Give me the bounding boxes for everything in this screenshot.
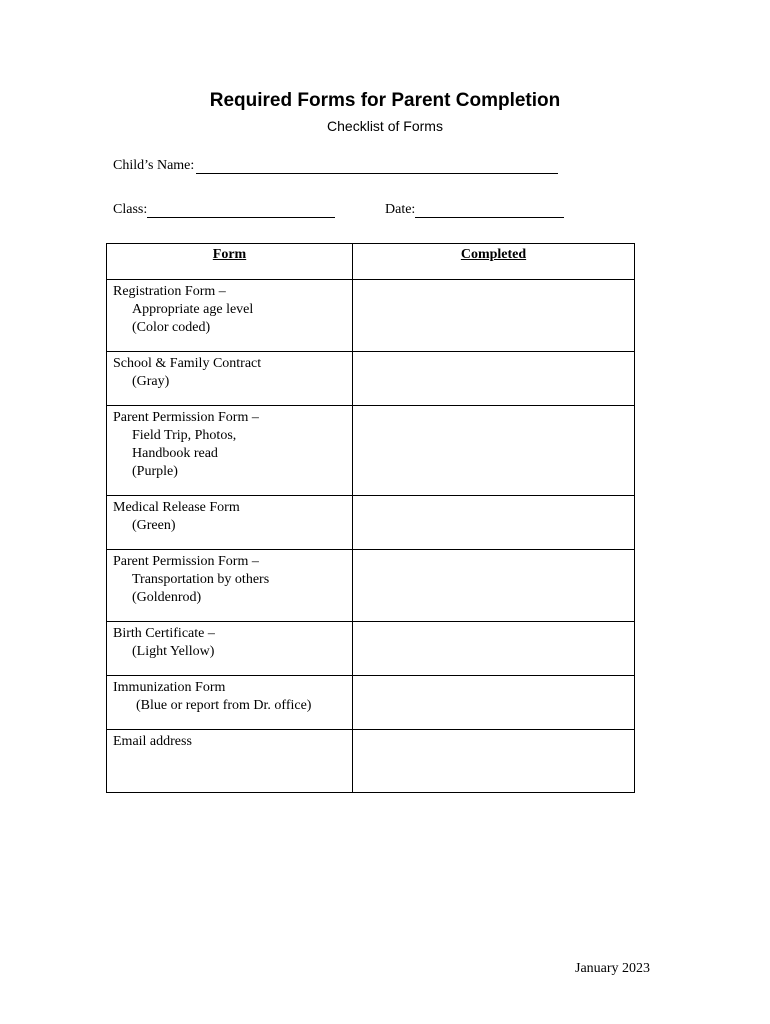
form-cell (107, 406, 353, 496)
form-line: Birth Certificate – (113, 626, 215, 641)
form-line: School & Family Contract (113, 356, 262, 371)
class-line[interactable] (147, 203, 335, 218)
completed-cell[interactable] (353, 622, 635, 676)
form-line: Email address (113, 734, 192, 749)
date-field (385, 202, 564, 218)
completed-cell[interactable] (353, 496, 635, 550)
table-row (107, 622, 635, 676)
page-title: Required Forms for Parent Completion (209, 90, 561, 111)
child-name-field (113, 158, 558, 174)
footer-date: January 2023 (575, 961, 651, 976)
table-row (107, 496, 635, 550)
form-line: (Light Yellow) (132, 644, 215, 659)
completed-cell[interactable] (353, 676, 635, 730)
table-row (107, 280, 635, 352)
class-label: Class: (113, 202, 148, 217)
form-line: (Color coded) (132, 320, 211, 335)
table-header-row (107, 244, 635, 280)
table-row (107, 676, 635, 730)
form-line: (Purple) (132, 464, 178, 479)
form-cell (107, 730, 353, 793)
completed-cell[interactable] (353, 550, 635, 622)
form-cell (107, 496, 353, 550)
forms-checklist-table (106, 243, 635, 793)
form-cell (107, 352, 353, 406)
table-row (107, 550, 635, 622)
date-label: Date: (385, 202, 416, 217)
form-line: Appropriate age level (132, 302, 254, 317)
form-line: (Blue or report from Dr. office) (136, 698, 312, 713)
child-name-line[interactable] (196, 159, 558, 174)
completed-column-header: Completed (353, 244, 635, 280)
completed-cell[interactable] (353, 730, 635, 793)
form-line: (Green) (132, 518, 176, 533)
form-line: (Goldenrod) (132, 590, 202, 605)
form-line: Transportation by others (132, 572, 270, 587)
form-line: Immunization Form (113, 680, 226, 695)
form-line: Medical Release Form (113, 500, 240, 515)
table-row (107, 730, 635, 793)
form-line: Parent Permission Form – (113, 554, 259, 569)
form-column-header: Form (107, 244, 353, 280)
form-cell (107, 550, 353, 622)
form-cell (107, 280, 353, 352)
form-line: (Gray) (132, 374, 170, 389)
form-line: Parent Permission Form – (113, 410, 259, 425)
form-cell (107, 676, 353, 730)
form-line: Registration Form – (113, 284, 226, 299)
completed-cell[interactable] (353, 280, 635, 352)
form-cell (107, 622, 353, 676)
page-subtitle: Checklist of Forms (327, 118, 443, 134)
table-row (107, 352, 635, 406)
form-line: Field Trip, Photos, (132, 428, 237, 443)
completed-cell[interactable] (353, 352, 635, 406)
class-field (113, 202, 335, 218)
completed-cell[interactable] (353, 406, 635, 496)
child-name-label: Child’s Name: (113, 158, 195, 173)
table-row (107, 406, 635, 496)
date-line[interactable] (415, 203, 564, 218)
form-line: Handbook read (132, 446, 218, 461)
